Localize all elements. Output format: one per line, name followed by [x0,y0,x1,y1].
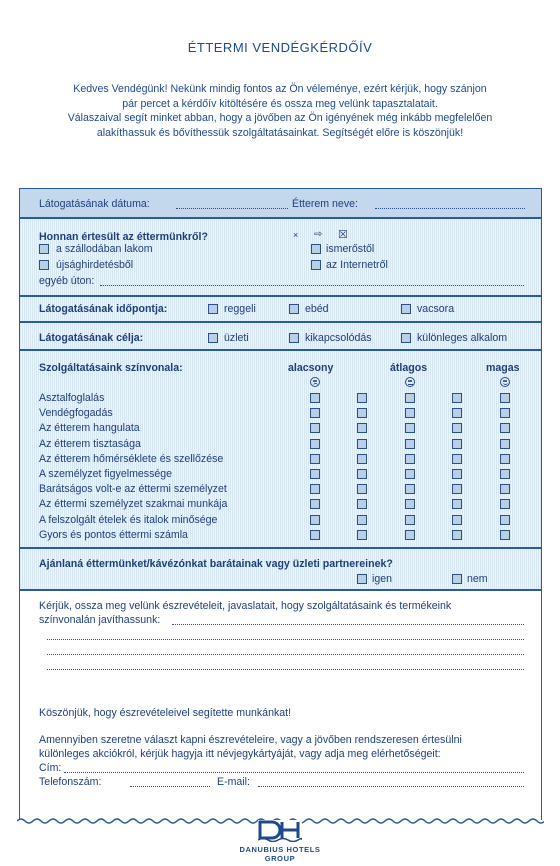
rating-checkbox[interactable] [405,530,415,540]
rating-checkbox[interactable] [452,423,462,433]
option-business: üzleti [224,332,249,344]
dh-monogram-icon [258,820,302,842]
intro-line: pár percet a kérdőív kitöltésére és ossza meg velünk tapasztalatait. [122,97,438,110]
rating-checkbox[interactable] [310,515,320,525]
quality-item-label: Az étterem hőmérséklete és szellőzése [39,452,224,465]
checkbox-breakfast[interactable] [208,304,218,314]
rating-checkbox[interactable] [357,423,367,433]
quality-label: Szolgáltatásaink színvonala: [39,362,183,374]
rating-checkbox[interactable] [357,393,367,403]
option-recommend-no: nem [467,573,488,585]
quality-item-label: A felszolgált ételek és italok minősége [39,513,218,526]
rating-checkbox[interactable] [357,454,367,464]
email-field[interactable] [258,786,524,787]
rating-checkbox[interactable] [500,454,510,464]
comments-prompt-line2: színvonalán javíthassunk: [39,614,161,626]
rating-checkbox[interactable] [452,499,462,509]
checkbox-hotel[interactable] [39,244,49,254]
scale-low-label: alacsony [288,362,334,374]
rating-checkbox[interactable] [357,499,367,509]
option-dinner: vacsora [417,303,455,315]
thanks-text: Köszönjük, hogy észrevételeivel segítette munkánkat! [39,707,292,719]
rating-checkbox[interactable] [500,515,510,525]
option-hotel: a szállodában lakom [56,243,153,255]
option-breakfast: reggeli [224,303,256,315]
source-question: Honnan értesült az éttermünkről? [39,231,208,243]
rating-checkbox[interactable] [452,469,462,479]
checkbox-dinner[interactable] [401,304,411,314]
rating-checkbox[interactable] [310,454,320,464]
visit-date-field[interactable] [176,208,288,209]
quality-item-label: Az éttermi személyzet szakmai munkája [39,498,228,511]
quality-item-label: A személyzet figyelmessége [39,468,173,480]
rating-checkbox[interactable] [405,499,415,509]
sad-face-icon [310,377,320,387]
rating-checkbox[interactable] [310,423,320,433]
rating-checkbox[interactable] [500,393,510,403]
rating-checkbox[interactable] [452,408,462,418]
rating-checkbox[interactable] [452,439,462,449]
intro-line: alakíthassuk és bővíthessük szolgáltatásainkat. Segítségét előre is köszönjük! [96,126,464,139]
intro-text [20,82,540,140]
comment-field[interactable] [47,639,524,640]
rating-checkbox[interactable] [500,439,510,449]
rating-checkbox[interactable] [452,484,462,494]
rating-checkbox[interactable] [310,469,320,479]
checkbox-leisure[interactable] [289,333,299,343]
address-label: Cím: [39,762,62,774]
option-leisure: kikapcsolódás [305,332,372,344]
checkbox-internet[interactable] [311,260,321,270]
rating-checkbox[interactable] [452,515,462,525]
rating-checkbox[interactable] [452,393,462,403]
legend-arrow-icon: ⇨ [314,229,323,240]
happy-face-icon [500,377,510,387]
rating-checkbox[interactable] [500,469,510,479]
checkbox-special-occasion[interactable] [401,333,411,343]
rating-checkbox[interactable] [310,499,320,509]
checkbox-newspaper[interactable] [39,260,49,270]
divider [20,589,541,591]
time-label: Látogatásának időpontja: [39,303,168,315]
option-newspaper: újsághirdetésből [56,259,134,271]
form-title: ÉTTERMI VENDÉGKÉRDŐÍV [187,40,373,55]
legend-cross-icon: × [293,230,299,240]
option-acquaintance: ismerőstől [326,243,375,255]
rating-checkbox[interactable] [357,515,367,525]
form-frame [19,188,542,820]
contact-line1: Amennyiben szeretne választ kapni észrevételeire, vagy a jövőben rendszeresen értesülni [39,734,462,746]
address-field[interactable] [64,772,524,773]
rating-checkbox[interactable] [500,408,510,418]
rating-checkbox[interactable] [357,439,367,449]
option-special-occasion: különleges alkalom [417,332,508,344]
rating-checkbox[interactable] [452,530,462,540]
rating-checkbox[interactable] [405,469,415,479]
scale-mid-label: átlagos [390,362,428,374]
rating-checkbox[interactable] [500,530,510,540]
intro-line: Válaszaival segít minket abban, hogy a jövőben az Ön igényének még inkább megfelelően [67,112,493,125]
purpose-label: Látogatásának célja: [39,332,144,344]
rating-checkbox[interactable] [310,484,320,494]
rating-checkbox[interactable] [357,469,367,479]
checkbox-acquaintance[interactable] [311,244,321,254]
rating-checkbox[interactable] [357,408,367,418]
rating-checkbox[interactable] [310,393,320,403]
contact-line2: különleges akciókról, kérjük hagyja itt névjegykártyáját, vagy adja meg elérhetőségeit: [39,748,441,760]
rating-checkbox[interactable] [405,408,415,418]
legend-checked-icon: ☒ [338,229,348,241]
rating-checkbox[interactable] [500,484,510,494]
rating-checkbox[interactable] [405,515,415,525]
rating-checkbox[interactable] [500,423,510,433]
rating-checkbox[interactable] [310,439,320,449]
restaurant-name-label: Étterem neve: [292,198,358,210]
recommend-question: Ajánlaná éttermünket/kávézónkat barátainak vagy üzleti partnereinek? [39,558,393,570]
rating-checkbox[interactable] [405,484,415,494]
rating-checkbox[interactable] [405,423,415,433]
option-recommend-yes: igen [372,573,393,585]
email-label: E-mail: [217,776,250,788]
phone-field[interactable] [130,786,210,787]
logo-line1: DANUBIUS HOTELS [239,845,321,854]
danubius-logo [220,820,340,866]
checkbox-lunch[interactable] [289,304,299,314]
quality-item-label: Az étterem tisztasága [39,437,141,450]
other-source-label: egyéb úton: [39,275,95,287]
rating-checkbox[interactable] [405,393,415,403]
checkbox-recommend-no[interactable] [452,574,462,584]
checkbox-recommend-yes[interactable] [357,574,367,584]
option-internet: az Internetről [326,259,388,271]
comment-field[interactable] [172,624,524,625]
neutral-face-icon [405,377,415,387]
restaurant-name-field[interactable] [375,208,525,209]
rating-checkbox[interactable] [405,454,415,464]
rating-checkbox[interactable] [310,408,320,418]
rating-checkbox[interactable] [500,499,510,509]
quality-item-label: Vendégfogadás [39,407,113,420]
rating-checkbox[interactable] [357,530,367,540]
checkbox-business[interactable] [208,333,218,343]
logo-line2: GROUP [264,854,296,863]
quality-item-label: Asztalfoglalás [39,392,105,404]
scale-high-label: magas [486,362,520,374]
quality-item-label: Az étterem hangulata [39,422,140,435]
phone-label: Telefonszám: [39,776,102,788]
rating-checkbox[interactable] [357,484,367,494]
rating-checkbox[interactable] [405,439,415,449]
quality-item-label: Barátságos volt-e az éttermi személyzet [39,483,227,496]
comment-field[interactable] [47,654,524,655]
comment-field[interactable] [47,669,524,670]
option-lunch: ebéd [305,303,329,315]
quality-item-label: Gyors és pontos éttermi számla [39,528,188,541]
comments-prompt-line1: Kérjük, ossza meg velünk észrevételeit, javaslatait, hogy szolgáltatásaink és termékeink [39,600,452,612]
other-source-field[interactable] [100,285,524,286]
rating-checkbox[interactable] [310,530,320,540]
intro-line: Kedves Vendégünk! Nekünk mindig fontos az Ön véleménye, ezért kérjük, hogy szánjon [73,83,487,95]
visit-date-label: Látogatásának dátuma: [39,198,150,210]
rating-checkbox[interactable] [452,454,462,464]
